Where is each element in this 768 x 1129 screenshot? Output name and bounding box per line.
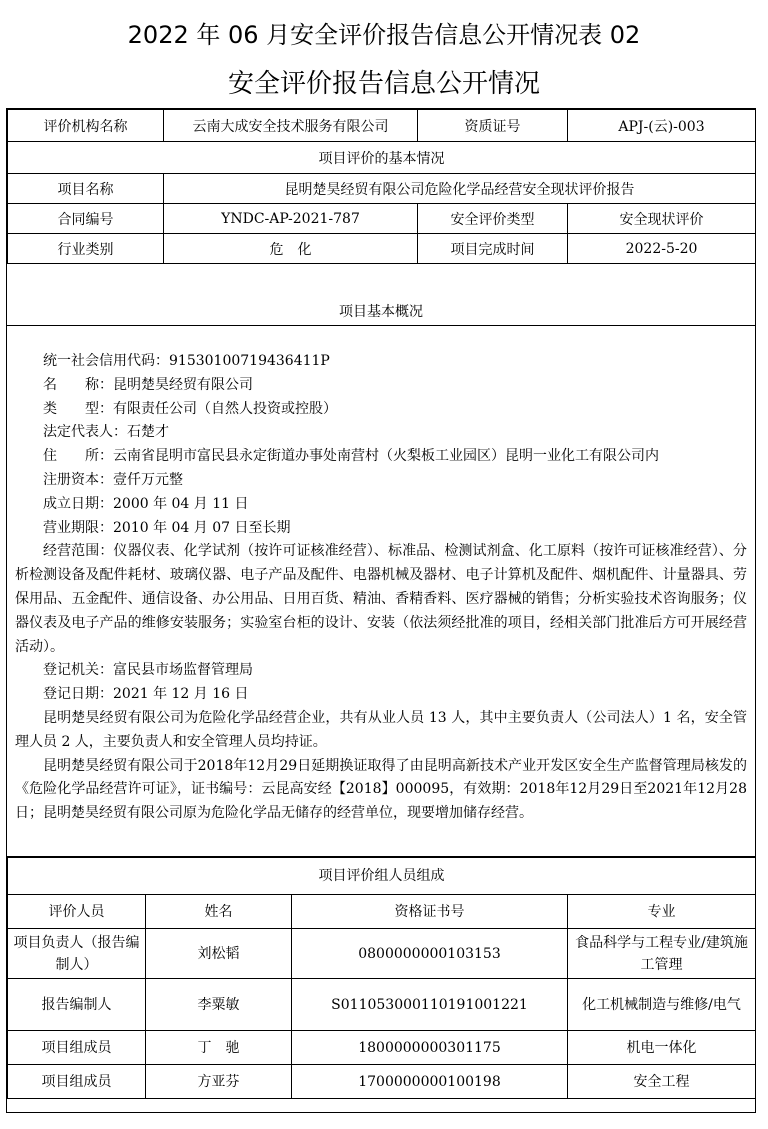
team-header-role: 评价人员	[8, 895, 146, 929]
overview-paragraph: 注册资本：壹仟万元整	[43, 471, 183, 488]
team-header-name: 姓名	[146, 895, 292, 929]
team-table	[7, 857, 756, 1099]
industry-label: 行业类别	[8, 234, 164, 264]
table-row	[8, 1065, 756, 1099]
org-value: 云南大成安全技术服务有限公司	[164, 110, 418, 142]
eval-type: 安全现状评价	[568, 204, 756, 234]
team-heading: 项目评价组人员组成	[8, 858, 756, 895]
member-name: 丁 驰	[146, 1031, 292, 1065]
overview-paragraph: 登记日期：2021 年 12 月 16 日	[43, 686, 249, 703]
contract-number: YNDC-AP-2021-787	[164, 204, 418, 234]
basic-info-table	[7, 109, 756, 264]
info-form	[6, 108, 756, 1113]
member-role: 报告编制人	[8, 979, 146, 1031]
member-major: 机电一体化	[568, 1031, 756, 1065]
member-cert: S011053000110191001221	[292, 979, 568, 1031]
member-major: 安全工程	[568, 1065, 756, 1099]
table-row	[8, 979, 756, 1031]
overview-paragraph: 统一社会信用代码：91530100719436411P	[43, 353, 330, 369]
org-label: 评价机构名称	[8, 110, 164, 142]
contract-label: 合同编号	[8, 204, 164, 234]
member-role: 项目组成员	[8, 1031, 146, 1065]
member-name: 刘松韬	[146, 929, 292, 979]
overview-paragraph: 类 型：有限责任公司（自然人投资或控股）	[43, 400, 337, 417]
table-row	[8, 929, 756, 979]
finish-date: 2022-5-20	[568, 234, 756, 264]
finish-label: 项目完成时间	[418, 234, 568, 264]
overview-body	[15, 350, 747, 826]
member-name: 李粟敏	[146, 979, 292, 1031]
member-name: 方亚芬	[146, 1065, 292, 1099]
basic-heading: 项目评价的基本情况	[8, 142, 756, 174]
overview-paragraph: 名 称：昆明楚昊经贸有限公司	[43, 376, 253, 393]
table-row	[8, 1031, 756, 1065]
industry-value: 危 化	[164, 234, 418, 264]
cert-value: APJ-(云)-003	[568, 110, 756, 142]
cert-label: 资质证号	[418, 110, 568, 142]
overview-paragraph: 昆明楚昊经贸有限公司为危险化学品经营企业，共有从业人员 13 人，其中主要负责人（公司法人）1 名，安全管理人员 2 人，主要负责人和安全管理人员均持证。	[15, 709, 747, 750]
member-cert: 0800000000103153	[292, 929, 568, 979]
member-role: 项目组成员	[8, 1065, 146, 1099]
project-name-label: 项目名称	[8, 174, 164, 204]
team-header-cert: 资格证书号	[292, 895, 568, 929]
overview-paragraph: 营业期限：2010 年 04 月 07 日至长期	[43, 519, 291, 536]
overview-paragraph: 登记机关：富民县市场监督管理局	[43, 662, 253, 679]
overview-paragraph: 经营范围：仪器仪表、化学试剂（按许可证核准经营）、标准品、检测试剂盒、化工原料（按许可证核准经营）、分析检测设备及配件耗材、玻璃仪器、电子产品及配件、电器机械及器材、电子计算机及配件、烟机配件、计量器具、劳保用品、五金配件、通信设备、办公用品、日用百货、精油、香精香料、医疗器械的销售；分析实验技术咨询服务；仪器仪表及电子产品的维修安装服务；实验室台柜的设计、安装（依法须经批准的项目，经相关部门批准后方可开展经营活动）。	[15, 543, 747, 655]
member-role: 项目负责人（报告编制人）	[8, 929, 146, 979]
project-name: 昆明楚昊经贸有限公司危险化学品经营安全现状评价报告	[164, 174, 756, 204]
member-cert: 1800000000301175	[292, 1031, 568, 1065]
overview-section	[7, 304, 755, 857]
overview-heading: 项目基本概况	[339, 304, 423, 320]
page-title: 2022 年 06 月安全评价报告信息公开情况表 02	[127, 21, 641, 49]
overview-paragraph: 昆明楚昊经贸有限公司于2018年12月29日延期换证取得了由昆明高新技术产业开发区安全生产监督管理局核发的《危险化学品经营许可证》，证书编号：云昆高安经【2018】000095，有效期：2018年12月29日至2021年12月28日；昆明楚昊经贸有限公司原为危险化学品无储存的经营单位，现要增加储存经营。	[15, 757, 747, 822]
member-major: 食品科学与工程专业/建筑施工管理	[568, 929, 756, 979]
eval-type-label: 安全评价类型	[418, 204, 568, 234]
overview-paragraph: 法定代表人：石楚才	[43, 424, 169, 441]
member-cert: 1700000000100198	[292, 1065, 568, 1099]
page-subtitle: 安全评价报告信息公开情况	[227, 69, 540, 99]
team-header-major: 专业	[568, 895, 756, 929]
overview-paragraph: 住 所：云南省昆明市富民县永定街道办事处南营村（火梨板工业园区）昆明一业化工有限公司内	[43, 448, 659, 465]
member-major: 化工机械制造与维修/电气	[568, 979, 756, 1031]
overview-paragraph: 成立日期：2000 年 04 月 11 日	[43, 495, 249, 512]
